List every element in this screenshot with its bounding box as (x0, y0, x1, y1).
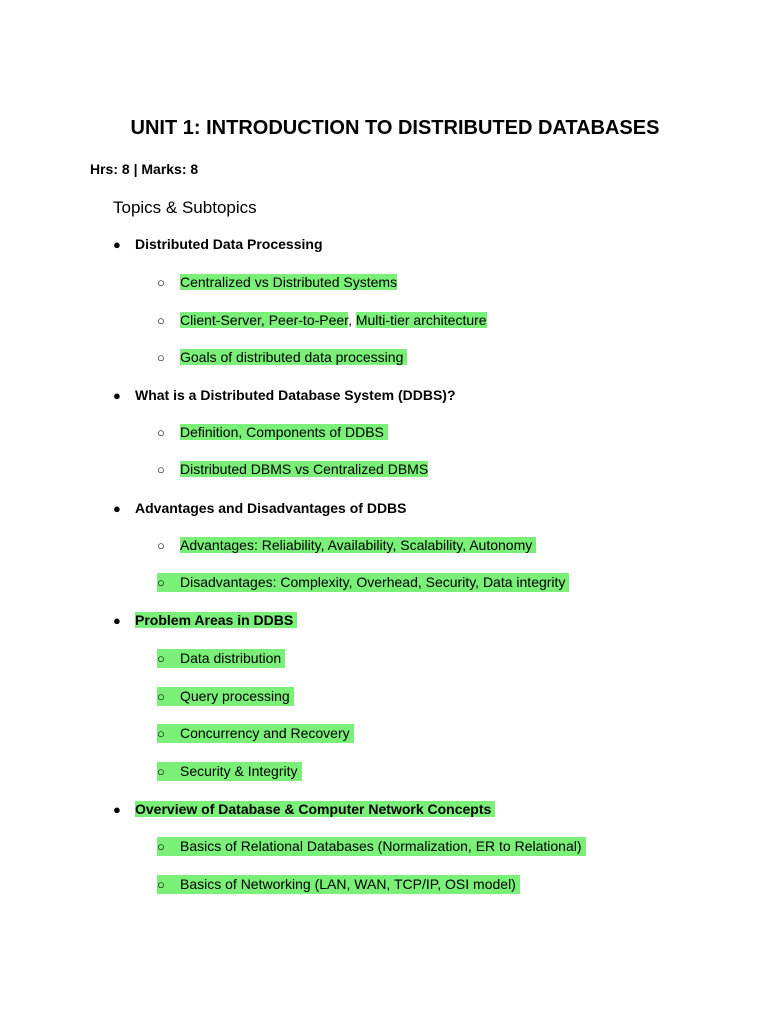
subtopic-item (157, 837, 586, 856)
subtopic-item (157, 649, 285, 668)
bullet-icon: ● (113, 237, 121, 252)
topic-label: Overview of Database & Computer Network Concepts (135, 801, 495, 817)
topic-item (113, 386, 456, 405)
subtopic-item (157, 348, 407, 367)
subtopic-label: Data distribution (180, 650, 282, 666)
subtopic-label: Distributed DBMS vs Centralized DBMS (180, 461, 429, 477)
subtopic-label: Security & Integrity (180, 763, 298, 779)
subtopic-label: Definition, Components of DDBS (180, 424, 388, 440)
circle-bullet-icon: ○ (157, 350, 165, 365)
circle-bullet-icon: ○ (157, 425, 165, 440)
subtopic-label: Disadvantages: Complexity, Overhead, Security, Data integrity (180, 574, 566, 590)
subtopic-item (157, 423, 388, 442)
circle-bullet-icon: ○ (157, 839, 165, 854)
subtopic-label: Basics of Relational Databases (Normalization, ER to Relational) (180, 838, 582, 854)
subtopic-label: Query processing (180, 688, 290, 704)
bullet-icon: ● (113, 501, 121, 516)
topics-heading: Topics & Subtopics (113, 198, 257, 217)
subtopic-label: Client-Server, Peer-to-Peer (180, 312, 349, 328)
subtopic-item (157, 536, 536, 555)
bullet-icon: ● (113, 802, 121, 817)
circle-bullet-icon: ○ (157, 313, 165, 328)
subtopic-item (157, 875, 520, 894)
subtopic-label: Goals of distributed data processing (180, 349, 407, 365)
topic-item (113, 800, 495, 819)
circle-bullet-icon: ○ (157, 689, 165, 704)
subtopic-item (157, 573, 569, 592)
circle-bullet-icon: ○ (157, 538, 165, 553)
circle-bullet-icon: ○ (157, 462, 165, 477)
subtopic-label: Basics of Networking (LAN, WAN, TCP/IP, OSI model) (180, 876, 516, 892)
circle-bullet-icon: ○ (157, 764, 165, 779)
circle-bullet-icon: ○ (157, 877, 165, 892)
subtopic-item: ○ Client-Server, Peer-to-Peer, Multi-tier architecture (157, 312, 487, 328)
subtopic-label: Advantages: Reliability, Availability, Scalability, Autonomy (180, 537, 536, 553)
topic-item (113, 235, 323, 254)
bullet-icon: ● (113, 388, 121, 403)
topic-item (113, 499, 407, 518)
subtopic-item (157, 724, 354, 743)
circle-bullet-icon: ○ (157, 651, 165, 666)
circle-bullet-icon: ○ (157, 575, 165, 590)
topic-label: What is a Distributed Database System (DDBS)? (135, 387, 456, 403)
topic-label: Advantages and Disadvantages of DDBS (135, 500, 407, 516)
subtopic-label: Centralized vs Distributed Systems (180, 274, 398, 290)
subtopic-item (157, 460, 428, 479)
subtopic-label: Multi-tier architecture (355, 312, 487, 328)
circle-bullet-icon: ○ (157, 275, 165, 290)
subtopic-item (157, 687, 294, 706)
topic-label: Problem Areas in DDBS (135, 612, 297, 628)
topic-label: Distributed Data Processing (135, 236, 323, 252)
subtopic-item (157, 273, 397, 292)
topic-item (113, 611, 297, 630)
unit-title: UNIT 1: INTRODUCTION TO DISTRIBUTED DATABASES (130, 117, 660, 139)
circle-bullet-icon: ○ (157, 726, 165, 741)
subtopic-item (157, 762, 302, 781)
hours-marks: Hrs: 8 | Marks: 8 (90, 161, 199, 177)
bullet-icon: ● (113, 613, 121, 628)
subtopic-label: Concurrency and Recovery (180, 725, 350, 741)
